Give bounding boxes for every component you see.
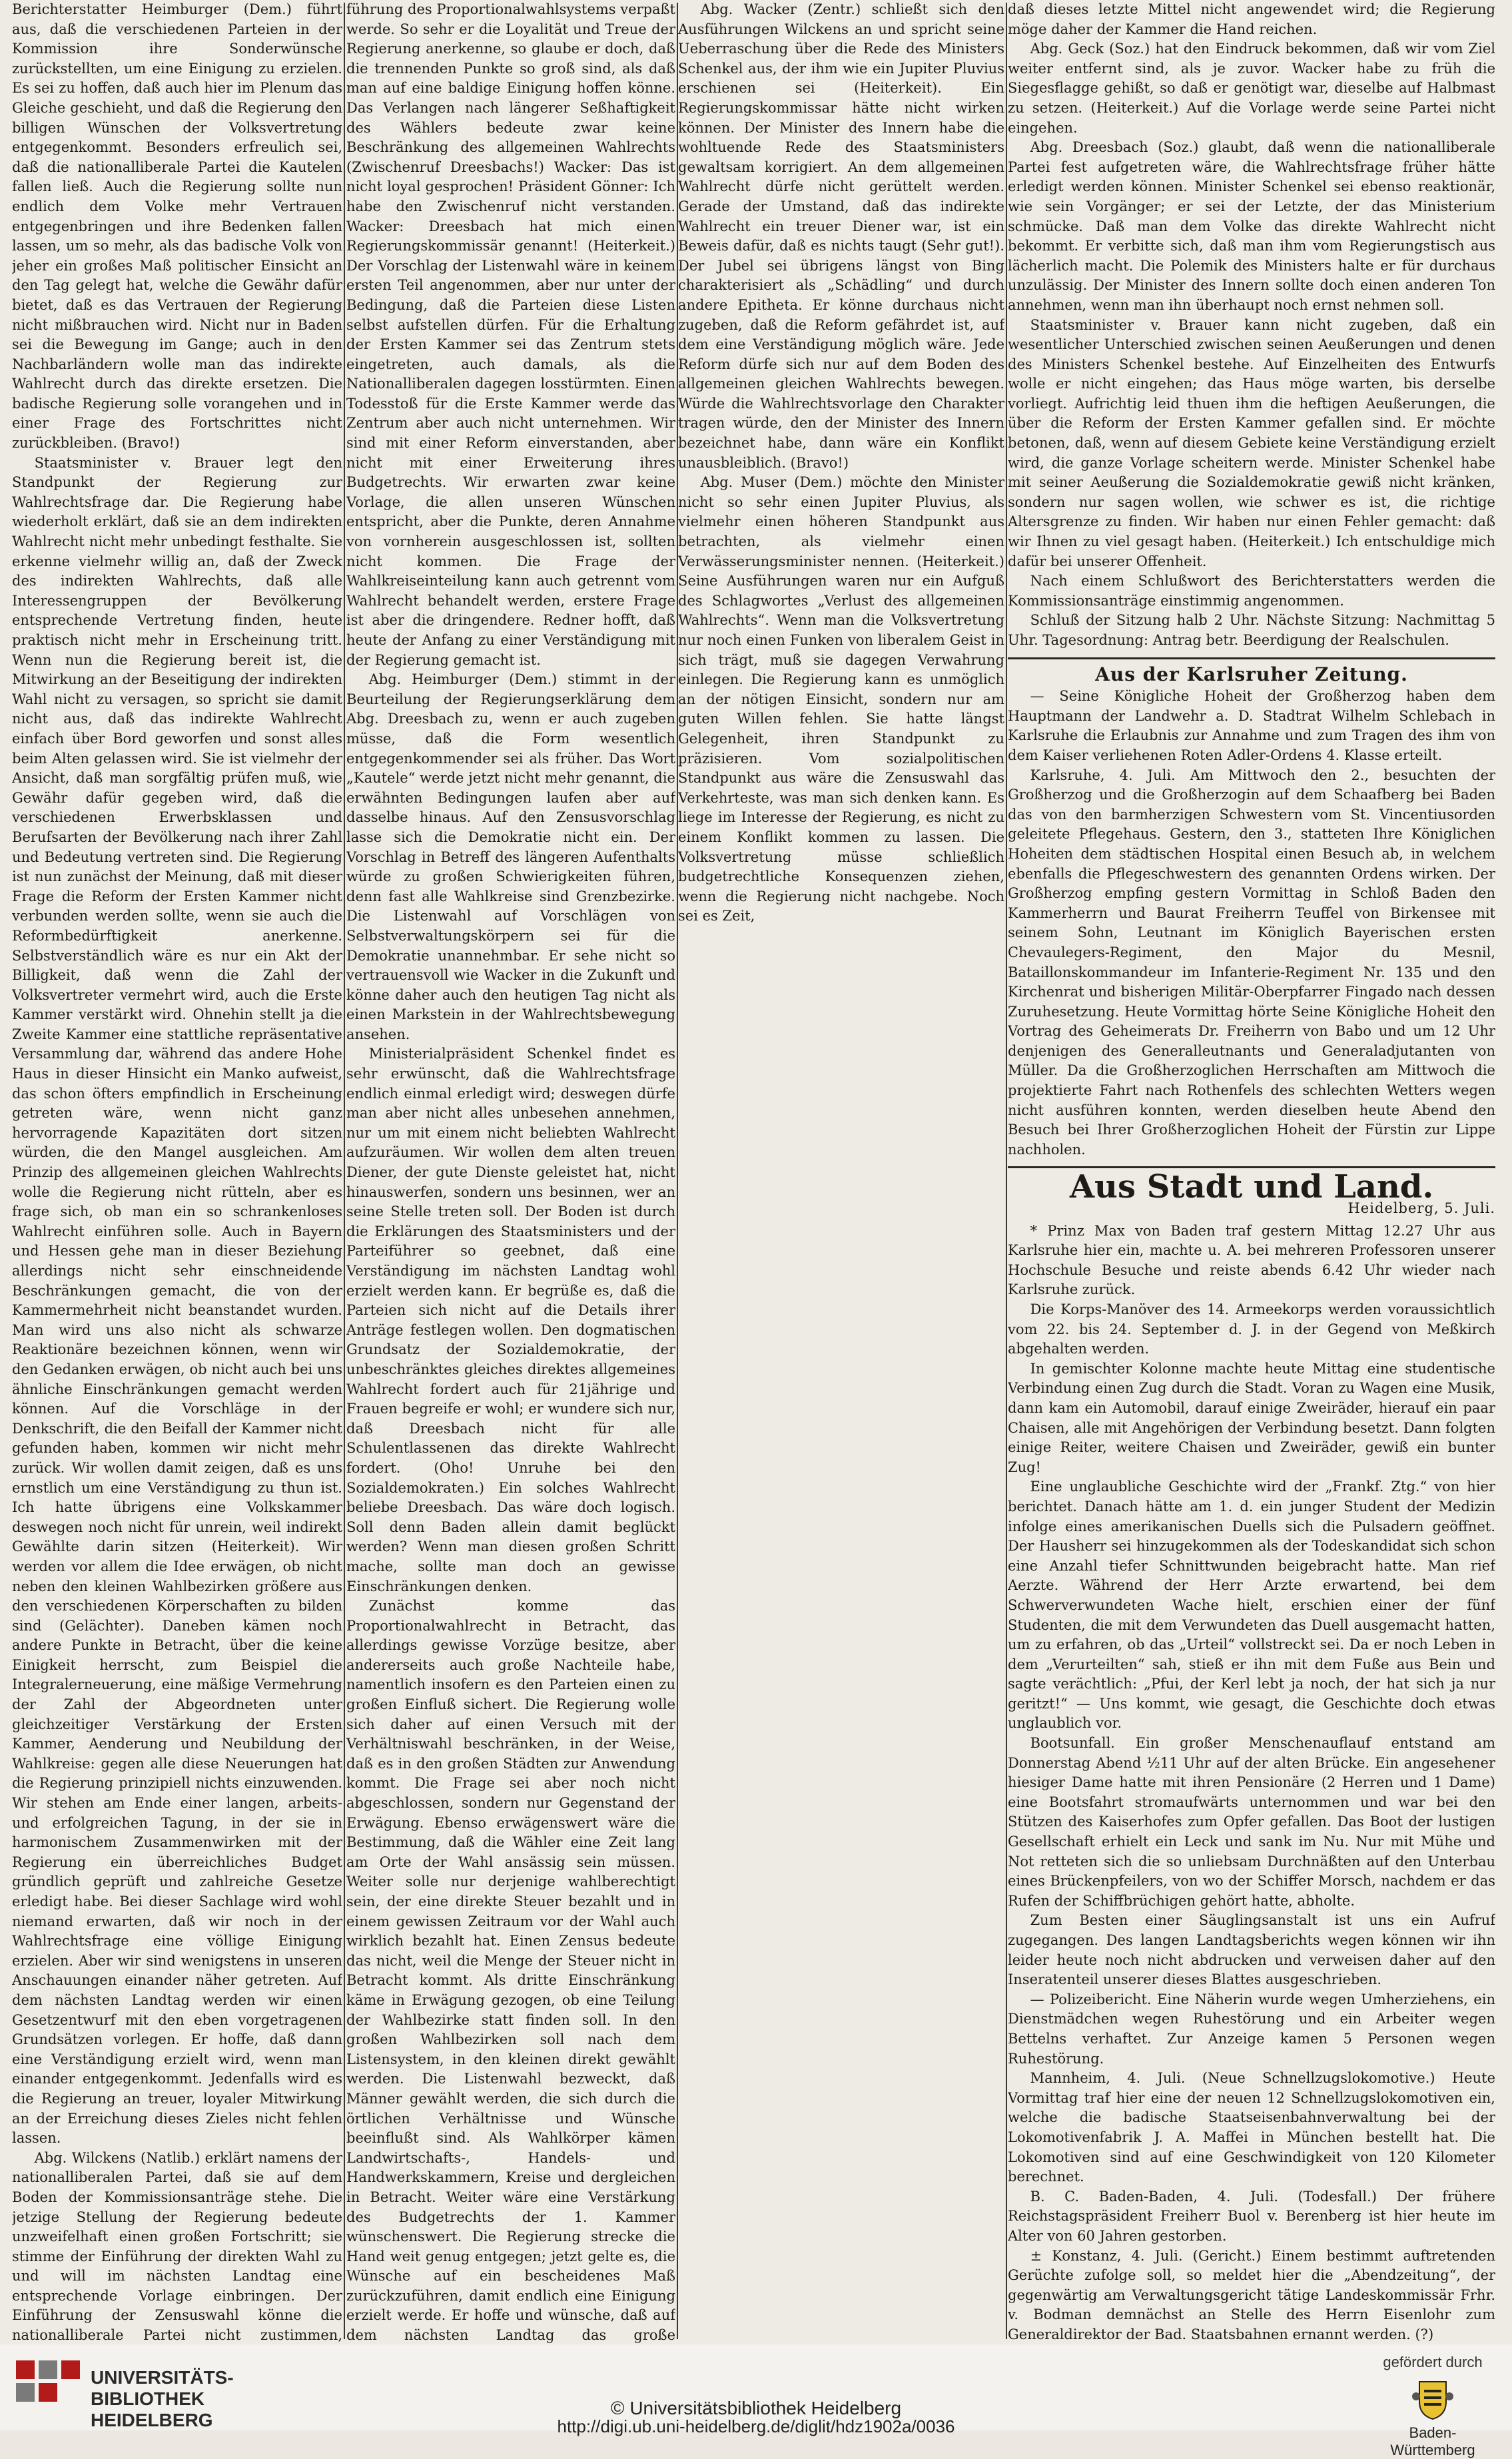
article-paragraph: Abg. Wilckens (Natlib.) erklärt namens der nationalliberalen Partei, daß sie auf dem Boden der Kommissionsanträge stehe. Die jetzige Stellung der Regierung bedeute unzweifelhaft einen großen Fortschritt; sie stimme der Einführung der direkten Wahl zu und will im nächsten Landtag eine entsprechende Vorlage einbringen. Der Einführung der Zensuswahl könne die nationalliberale Partei nicht zustimmen, [12,2149,342,2344]
section-divider [1008,657,1495,659]
article-paragraph: In gemischter Kolonne machte heute Mittag eine studentische Verbindung einen Zug durch die Stadt. Voran zu Wagen eine Musik, dann kam ein Automobil, darauf einige Zweiräder, hierauf ein paar Chaisen, alle mit Angehörigen der Verbindung besetzt. Dann folgten einige Reiter, weitere Chaisen und Zweiräder, gewiß ein bunter Zug! [1008,1360,1495,1475]
article-paragraph: Die Korps-Manöver des 14. Armeekorps werden voraussichtlich vom 22. bis 24. September d. J. in der Gegend von Meßkirch abgehalten werden. [1008,1301,1495,1357]
permalink[interactable]: http://digi.ub.uni-heidelberg.de/diglit/hdz1902a/0036 [557,2416,955,2436]
article-paragraph: Abg. Geck (Soz.) hat den Eindruck bekommen, daß wir vom Ziel weiter entfernt sind, als je zuvor. Wacker habe zu früh die Siegesflagge gehißt, so daß er genötigt war, dieselbe auf Halbmast zu setzen. (Heiterkeit.) Auf die Vorlage werde seine Partei nicht eingehen. [1008,41,1495,136]
article-paragraph: ± Konstanz, 4. Juli. (Gericht.) Einem bestimmt auftretenden Gerüchte zufolge soll, so meldet hier die „Abendzeitung“, der gegenwärtig am Verwaltungsgericht tätige Landeskommissär Frhr. v. Bodman demnächst an Stelle des Herrn Eisenlohr zum Generaldirektor der Bad. Staatsbahnen ernannt werden. (?) [1008,2247,1495,2342]
library-name-line: UNIVERSITÄTS- [91,2367,234,2388]
article-paragraph: Eine unglaubliche Geschichte wird der „Frankf. Ztg.“ von hier berichtet. Danach hätte am 1. d. ein junger Student der Medizin infolge eines amerikanischen Duells sich die Pulsadern geöffnet. Der Hausherr sei hinzugekommen als der Todeskandidat sich schon eine Anzahl tiefer Schnittwunden beigebracht hatte. Man rief Aerzte. Während der Herr Arzte erwartend, bei dem Schwerverwundeten Wache hielt, erschien einer der fünf Studenten, die mit dem Verwundeten das Duell ausgemacht hatten, um zu erfahren, ob das „Urteil“ vollstreckt sei. Da er noch Leben in dem „Verurteilten“ sah, stieß er ihn mit dem Fuße aus Bein und sagte verächtlich: „Pfui, der Kerl lebt ja noch, der hat sich ja nur geritzt!“ — Uns kommt, wie gesagt, die Geschichte doch etwas unglaublich vor. [1008,1479,1495,1732]
coat-of-arms-icon [1409,2376,1456,2423]
column-3 [678,0,1004,2344]
article-paragraph: Staatsminister v. Brauer legt den Standpunkt der Regierung zur Wahlrechtsfrage dar. Die Regierung habe wiederholt erklärt, daß sie an dem indirekten Wahlrecht nicht mehr unbedingt festhalte. Sie erkenne vielmehr willig an, daß der Zweck des indirekten Wahlrechts, daß alle Interessengruppen der Bevölkerung entsprechende Vertretung finden, heute praktisch nicht mehr in Erscheinung tritt. Wenn nun die Regierung bereit ist, die Mitwirkung an der Beseitigung der indirekten Wahl nicht zu versagen, so spricht sie damit nicht aus, daß das indirekte Wahlrecht einfach über Bord geworfen und sonst alles beim Alten gelassen wird. Sie ist vielmehr der Ansicht, daß man sorgfältig prüfen muß, wie Gewähr dafür gegeben wird, daß die verschiedenen Erwerbsklassen und Berufsarten der Bevölkerung nach ihrer Zahl und Bedeutung vertreten sind. Die Regierung ist nun zunächst der Meinung, daß mit dieser Frage die Reform der Ersten Kammer nicht verbunden werden sollte, wenn sie auch die Reformbedürftigkeit anerkenne. Selbstverständlich wäre es nur ein Akt der Billigkeit, daß wenn die Zahl der Volksvertreter vermehrt wird, auch die Erste Kammer verstärkt wird. Ohnehin stellt ja die Zweite Kammer eine stattliche repräsentative Versammlung dar, während das andere Hohe Haus in dieser Hinsicht ein Manko aufweist, das schon öfters empfindlich in Erscheinung getreten wäre, wenn nicht ganz hervorragende Kapazitäten dort sitzen würden, die den Mangel ausgleichen. Am Prinzip des allgemeinen gleichen Wahlrechts wolle die Regierung nicht rütteln, aber es frage sich, ob man ein so schrankenloses Wahlrecht einführen solle. Auch in Bayern und Hessen gehe man in dieser Beziehung allerdings nicht sehr einschneidende Beschränkungen gemacht, die von der Kammermehrheit nicht beanstandet wurden. Man wird uns also nicht als schwarze Reaktionäre bezeichnen können, wenn wir den Gedanken erwägen, ob nicht auch bei uns ähnliche Einschränkungen gemacht werden können. Auf die Vorschläge in der Denkschrift, die den Beifall der Kammer nicht gefunden haben, kommen wir nicht mehr zurück. Wir wollen damit zeigen, daß es uns ernstlich um eine Verständigung zu thun ist. Ich hatte übrigens eine Volkskammer deswegen noch nicht für unrein, weil indirekt Gewählte darin sitzen (Heiterkeit). Wir werden vor allem die Idee erwägen, ob nicht neben den kleinen Wahlbezirken größere aus den verschiedenen Körperschaften zu bilden sind (Gelächter). Daneben kämen noch andere Punkte in Betracht, über die keine Einigkeit herrscht, zum Beispiel die Integralerneuerung, eine mäßige Vermehrung der Zahl der Abgeordneten unter gleichzeitiger Verstärkung der Ersten Kammer, Aenderung und Neubildung der Wahlkreise: gegen alle diese Neuerungen hat die Regierung prinzipiell nichts einzuwenden. Wir stehen am Ende einer langen, arbeits- und erfolgreichen Tagung, in der sie in harmonischem Zusammenwirken mit der Regierung ein überreichliches Budget gründlich geprüft und zahlreiche Gesetze erledigt habe. Bei dieser Sachlage wird wohl niemand erwarten, daß wir noch in der Wahlrechtsfrage eine völlige Einigung erzielen. Aber wir sind wenigstens in unseren Anschauungen einander näher getreten. Auf dem nächsten Landtag werden wir einen Gesetzentwurf mit den eben vorgetragenen Grundsätzen vorlegen. Er hoffe, daß dann eine Verständigung erzielt wird, wenn man einander entgegenkommt. Jedenfalls wird es die Regierung an treuer, loyaler Mitwirkung an der Erreichung dieses Zieles nicht fehlen lassen. [12,454,342,2147]
article-paragraph: — Polizeibericht. Eine Näherin wurde wegen Umherziehens, ein Dienstmädchen wegen Ruhestörung und ein Arbeiter wegen Bettelns verhaftet. Zur Anzeige kamen 5 Personen wegen Ruhestörung. [1008,1991,1495,2067]
dateline: Heidelberg, 5. Juli. [1347,1200,1495,1217]
article-paragraph: Staatsminister v. Brauer kann nicht zugeben, daß ein wesentlicher Unterschied zwischen seinen Aeußerungen und denen des Ministers Schenkel bestehe. Auf Einzelheiten des Entwurfs wolle er nicht eingehen; das Haus möge warten, bis derselbe vorliegt. Aufrichtig leid thuen ihm die heftigen Aeußerungen, die über die Reform der Ersten Kammer gefallen sind. Er möchte betonen, daß, wenn auf diesem Gebiete keine Verständigung erzielt wird, die ganze Vorlage scheitern werde. Minister Schenkel habe mit seiner Aeußerung die Sozialdemokratie gewiß nicht kränken, sondern nur sagen wollen, wie schwer es ist, die richtige Altersgrenze zu finden. Wir haben nur einen Fehler gemacht: daß wir Ihnen zu viel gesagt haben. (Heiterkeit.) Ich entschuldige mich dafür bei unserer Offenheit. [1008,316,1495,569]
article-paragraph: führung des Proportionalwahlsystems verpaßt werde. So sehr er die Loyalität und Treue der Regierung anerkenne, so glaube er doch, daß die trennenden Punkte so groß sind, als daß man auf eine baldige Einigung hoffen könne. Das Verlangen nach längerer Seßhaftigkeit des Wählers bedeute zwar keine Beschränkung des allgemeinen Wahlrechts (Zwischenruf Dreesbachs!) Wacker: Das ist nicht loyal gesprochen! Präsident Gönner: Ich habe den Zwischenruf nicht verstanden. Wacker: Dreesbach hat mich einen Regierungskommissär genannt! (Heiterkeit.) Der Vorschlag der Listenwahl wäre in keinem ersten Teil angenommen, aber nur unter der Bedingung, daß die Parteien diese Listen selbst aufstellen dürfen. Für die Erhaltung der Ersten Kammer sei das Zentrum stets eingetreten, auch damals, als die Nationalliberalen dagegen losstürmten. Einen Todesstoß für die Erste Kammer werde das Zentrum aber auch nicht unternehmen. Wir sind mit einer Reform einverstanden, aber nicht mit einer Erweiterung ihres Budgetrechts. Wir erwarten zwar keine Vorlage, die allen unseren Wünschen entspricht, aber die Punkte, deren Annahme von vornherein ausgeschlossen ist, sollten nicht kommen. Die Frage der Wahlkreiseinteilung kann auch getrennt vom Wahlrecht behandelt werden, erstere Frage ist aber die dringendere. Redner hofft, daß heute der Anfang zu einer Verständigung mit der Regierung gemacht ist. [346,1,675,668]
digitization-footer [0,2344,1512,2458]
section-heading: Aus Stadt und Land. [1069,1168,1434,1206]
article-paragraph: Nach einem Schlußwort des Berichterstatters werden die Kommissionsanträge einstimmig angenommen. [1008,573,1495,609]
article-paragraph: Abg. Muser (Dem.) möchte den Minister nicht so sehr einen Jupiter Pluvius, als vielmehr einen höheren Standpunkt aus betrachten, als vielmehr einen Verwässerungsminister nennen. (Heiterkeit.) Seine Ausführungen waren nur ein Aufguß des Schlagwortes „Verlust des allgemeinen Wahlrechts“. Wenn man die Volksvertretung nur noch einen Funken von liberalem Geist in sich trägt, muß sie dagegen Verwahrung einlegen. Die Regierung kann es unmöglich an der nötigen Einsicht, sondern nur am guten Willen fehlen. Sie hatte längst Gelegenheit, ihren Standpunkt zu präzisieren. Vom sozialpolitischen Standpunkt aus wäre die Zensuswahl das Verkehrteste, was man sich denken kann. Es liege im Interesse der Regierung, es nicht zu einem Konflikt kommen zu lassen. Die Volksvertretung müsse schließlich budgetrechtliche Konsequenzen ziehen, wenn die Regierung nicht nachgebe. Noch sei es Zeit, [678,474,1004,924]
funded-by-label: gefördert durch [1383,2354,1483,2370]
column-4 [1008,0,1495,2344]
article-paragraph: Zunächst komme das Proportionalwahlrecht in Betracht, das allerdings gewisse Vorzüge besitze, aber andererseits auch große Nachteile habe, namentlich insofern es den Parteien einen zu großen Einfluß sichert. Die Regierung wolle sich daher auf einen Versuch mit der Verhältniswahl beschränken, in der Weise, daß es in den großen Städten zur Anwendung kommt. Die Frage sei aber noch nicht abgeschlossen, sondern nur Gegenstand der Erwägung. Ebenso erwägenswert wäre die Bestimmung, daß die Wähler eine Zeit lang am Orte der Wahl ansässig sein müssen. Weiter solle nur derjenige wahlberechtigt sein, der eine direkte Steuer bezahlt und in einem gewissen Zeitraum vor der Wahl auch wirklich bezahlt hat. Einen Zensus bedeute das nicht, weil die Menge der Steuer nicht in Betracht kommt. Als dritte Einschränkung käme in Erwägung gezogen, ob eine Teilung der Wahlbezirke statt finden soll. In den großen Wahlbezirken soll nach dem Listensystem, in den kleinen direkt gewählt werden. Die Listenwahl bezweckt, daß Männer gewählt werden, die sich durch die örtlichen Verhältnisse und Wünsche beeinflußt sind. Als Wahlkörper kämen Landwirtschafts-, Handels- und Handwerkskammern, Kreise und dergleichen in Betracht. Weiter wäre eine Verstärkung des Budgetrechts der 1. Kammer wünschenswert. Die Regierung strecke die Hand weit genug entgegen; jetzt gelte es, die Wünsche auf ein bescheidenes Maß zurückzuführen, damit endlich eine Einigung erzielt werde. Er hoffe und wünsche, daß auf dem nächsten Landtag das große [346,1598,675,2344]
section-heading: Aus der Karlsruher Zeitung. [1095,663,1408,685]
article-paragraph: Karlsruhe, 4. Juli. Am Mittwoch den 2., besuchten der Großherzog und die Großherzogin auf dem Schaafberg bei Baden das von den barmherzigen Schwestern vom St. Vincentiusorden geleitete Pflegehaus. Gestern, den 3., statteten Ihre Königlichen Hoheiten dem städtischen Hospital einen Besuch ab, in welchem ebenfalls die Pflegeschwestern des genannten Ordens wirken. Der Großherzog empfing gestern Vormittag in Schloß Baden den Kammerherrn und Baurat Freiherrn Teuffel von Birkensee mit seinem Sohn, Leutnant im Königlich Bayerischen ersten Chevaulegers-Regiment, den Major du Mesnil, Bataillonskommandeur im Infanterie-Regiment Nr. 135 und den Kirchenrat und bisherigen Militär-Oberpfarrer Fingado nach dessen Zuruhesetzung. Heute Vormittag hörte Seine Königliche Hoheit den Vortrag des Geheimerats Dr. Freiherrn von Babo und um 12 Uhr denjenigen des Generalleutnants und Generaladjutanten von Müller. Da die Großherzoglichen Herrschaften am Mittwoch die projektierte Fahrt nach Rothenfels des schlechten Wetters wegen nicht ausführen konnten, werden dieselben heute Abend den Besuch bei Ihrer Großherzoglichen Hoheit der Fürstin zur Lippe nachholen. [1008,767,1495,1158]
article-paragraph: Abg. Heimburger (Dem.) stimmt in der Beurteilung der Regierungserklärung dem Abg. Dreesbach zu, wenn er auch zugeben müsse, daß die Form wesentlich entgegenkommender sei als früher. Das Wort „Kautele“ werde jetzt nicht mehr genannt, die erwähnten Bedingungen laufen aber auf dasselbe hinaus. Auf den Zensusvorschlag lasse sich die Demokratie nicht ein. Der Vorschlag in Betreff des längeren Aufenthalts würde zu großen Schwierigkeiten führen, denn fast alle Wahlkreise sind Grenzbezirke. Die Listenwahl auf Vorschlägen von Selbstverwaltungskörpern sei für die Demokratie unannehmbar. Er sehe nicht so vertrauensvoll wie Wacker in die Zukunft und könne daher auch den heutigen Tag nicht als einen Markstein in der Wahlrechtsbewegung ansehen. [346,671,675,1042]
library-name-line: HEIDELBERG [91,2410,213,2430]
article-paragraph: — Seine Königliche Hoheit der Großherzog haben dem Hauptmann der Landwehr a. D. Stadtrat Wilhelm Schlebach in Karlsruhe die Erlaubnis zur Annahme und zum Tragen des ihm von dem Kaiser verliehenen Roten Adler-Ordens 4. Klasse erteilt. [1008,688,1495,763]
column-2 [346,0,675,2344]
article-paragraph: Ministerialpräsident Schenkel findet es sehr erwünscht, daß die Wahlrechtsfrage endlich einmal erledigt wird; deswegen dürfe man aber nicht alles unbesehen annehmen, nur um mit einem nicht beliebten Wahlrecht aufzuräumen. Wir wollen dem alten treuen Diener, der gute Dienste geleistet hat, nicht hinauswerfen, sondern uns besinnen, wer an seine Stelle treten soll. Der Boden ist durch die Erklärungen des Staatsministers und der Parteiführer so geebnet, daß eine Verständigung im nächsten Landtag wohl erzielt werden kann. Er begrüße es, daß die Parteien sich nicht auf die Details ihrer Anträge festlegen wollen. Den dogmatischen Grundsatz der Sozialdemokratie, der unbeschränktes gleiches direktes allgemeines Wahlrecht fordert auch für 21jährige und Frauen begreife er wohl; er wundere sich nur, daß Dreesbach nicht für alle Schulentlassenen das direkte Wahlrecht fordert. (Oho! Unruhe bei den Sozialdemokraten.) Ein solches Wahlrecht beliebe Dreesbach. Das wäre doch logisch. Soll denn Baden allein damit beglückt werden? Wenn man diesen großen Schritt mache, sollte man doch an gewisse Einschränkungen denken. [346,1046,675,1594]
funder-name: Baden-Württemberg [1390,2424,1475,2458]
column-divider [1006,3,1007,2339]
article-paragraph: Mannheim, 4. Juli. (Neue Schnellzugslokomotive.) Heute Vormittag traf hier eine der neuen 12 Schnellzugslokomotiven ein, welche die badische Staatseisenbahnverwaltung bei der Lokomotivenfabrik J. A. Maffei in München bestellt hat. Die Lokomotiven sind auf eine Geschwindigkeit von 120 Kilometer berechnet. [1008,2070,1495,2185]
column-1 [12,0,342,2344]
article-paragraph: * Prinz Max von Baden traf gestern Mittag 12.27 Uhr aus Karlsruhe hier ein, machte u. A. bei mehreren Professoren unserer Hochschule Besuche und reiste abends 6.42 Uhr wieder nach Karlsruhe zurück. [1008,1222,1495,1298]
article-paragraph: Schluß der Sitzung halb 2 Uhr. Nächste Sitzung: Nachmittag 5 Uhr. Tagesordnung: Antrag betr. Beerdigung der Realschulen. [1008,612,1495,648]
article-paragraph: daß dieses letzte Mittel nicht angewendet wird; die Regierung möge daher der Kammer die Hand reichen. [1008,1,1495,37]
article-paragraph: Bootsunfall. Ein großer Menschenauflauf entstand am Donnerstag Abend ½11 Uhr auf der alten Brücke. Ein angesehener hiesiger Dame hatte mit ihren Pensionäre (2 Herren und 1 Dame) eine Bootsfahrt stromaufwärts unternommen und war bei den Stützen des Kaiserhofes zum Opfer gefallen. Das Boot der lustigen Gesellschaft erhielt ein Leck und sank im Nu. Nur mit Mühe und Not retteten sich die so unliebsam Durchnäßten auf den Unterbau eines Brückenpfeilers, von wo der Schiffer Morsch, nachdem er das Rufen der Schiffbrüchigen gehört hatte, abholte. [1008,1735,1495,1909]
article-paragraph: Berichterstatter Heimburger (Dem.) führt aus, daß die verschiedenen Parteien in der Kommission ihre Sonderwünsche zurückstellten, um eine Einigung zu erzielen. Es sei zu hoffen, daß auch hier im Plenum das Gleiche geschieht, und daß die Regierung den billigen Wünschen der Volksvertretung entgegenkommt. Besonders erfreulich sei, daß die nationalliberale Partei die Kautelen fallen ließ. Auch die Regierung sollte nun endlich dem Volke mehr Vertrauen entgegenbringen und ihre Bedenken fallen lassen, um so mehr, als das badische Volk von jeher ein großes Maß politischer Einsicht an den Tag gelegt hat, welche die Gewähr dafür bietet, daß es das Vertrauen der Regierung nicht mißbrauchen wird. Nicht nur in Baden sei die Bewegung im Gange; auch in den Nachbarländern wolle man das indirekte Wahlrecht durch das direkte ersetzen. Die badische Regierung solle vorangehen und in einer Frage des Fortschrittes nicht zurückbleiben. (Bravo!) [12,1,342,452]
article-paragraph: B. C. Baden-Baden, 4. Juli. (Todesfall.) Der frühere Reichstagspräsident Freiherr Buol v. Berenberg ist hier heute im Alter von 60 Jahren gestorben. [1008,2188,1495,2244]
article-paragraph: Abg. Dreesbach (Soz.) glaubt, daß wenn die nationalliberale Partei fest aufgetreten wäre, die Wahlrechtsfrage früher hätte erledigt werden können. Minister Schenkel sei ebenso reaktionär, wie sein Vorgänger; er sei der Letzte, der das Ministerium schmücke. Daß man dem Volke das direkte Wahlrecht nicht bekommt. Er verbitte sich, daß man ihm vom Regierungstisch aus lächerlich macht. Die Polemik des Ministers halte er für durchaus unzulässig. Der Minister des Innern sollte doch einen anderen Ton annehmen, wenn man ihn überhaupt noch ernst nehmen soll. [1008,139,1495,313]
copyright-notice: © Universitätsbibliothek Heidelberg [610,2398,902,2418]
library-name-line: BIBLIOTHEK [91,2388,205,2409]
column-divider [344,3,345,2339]
article-paragraph: Abg. Wacker (Zentr.) schließt sich den Ausführungen Wilckens an und spricht seine Ueberraschung über die Rede des Ministers Schenkel aus, der ihm wie ein Jupiter Pluvius erschienen sei (Heiterkeit). Ein Regierungskommissar hätte nicht wirken können. Der Minister des Innern habe die wohltuende Rede des Staatsministers gewaltsam korrigiert. An dem allgemeinen Wahlrecht dürfe nicht gerüttelt werden. Gerade der Umstand, daß das indirekte Wahlrecht ein treuer Diener war, ist ein Beweis dafür, daß es nichts taugt (Sehr gut!). Der Jubel sei übrigens längst von Bing charakterisiert als „Schädling“ und durch andere Epitheta. Er könne durchaus nicht zugeben, daß die Reform gefährdet ist, auf dem eine Verständigung möglich wäre. Jede Reform dürfe sich nur auf dem Boden des allgemeinen gleichen Wahlrechts bewegen. Würde die Wahlrechtsvorlage den Charakter tragen würde, den der Minister des Innern bezeichnet habe, dann wäre ein Konflikt unausbleiblich. (Bravo!) [678,1,1004,471]
funding-notice [1369,2354,1496,2459]
article-paragraph: Zum Besten einer Säuglingsanstalt ist uns ein Aufruf zugegangen. Des langen Landtagsberichts wegen können wir ihn leider heute noch nicht abdrucken und verweisen daher auf den Inseratenteil unserer dieses Blattes ausgeschrieben. [1008,1912,1495,1988]
